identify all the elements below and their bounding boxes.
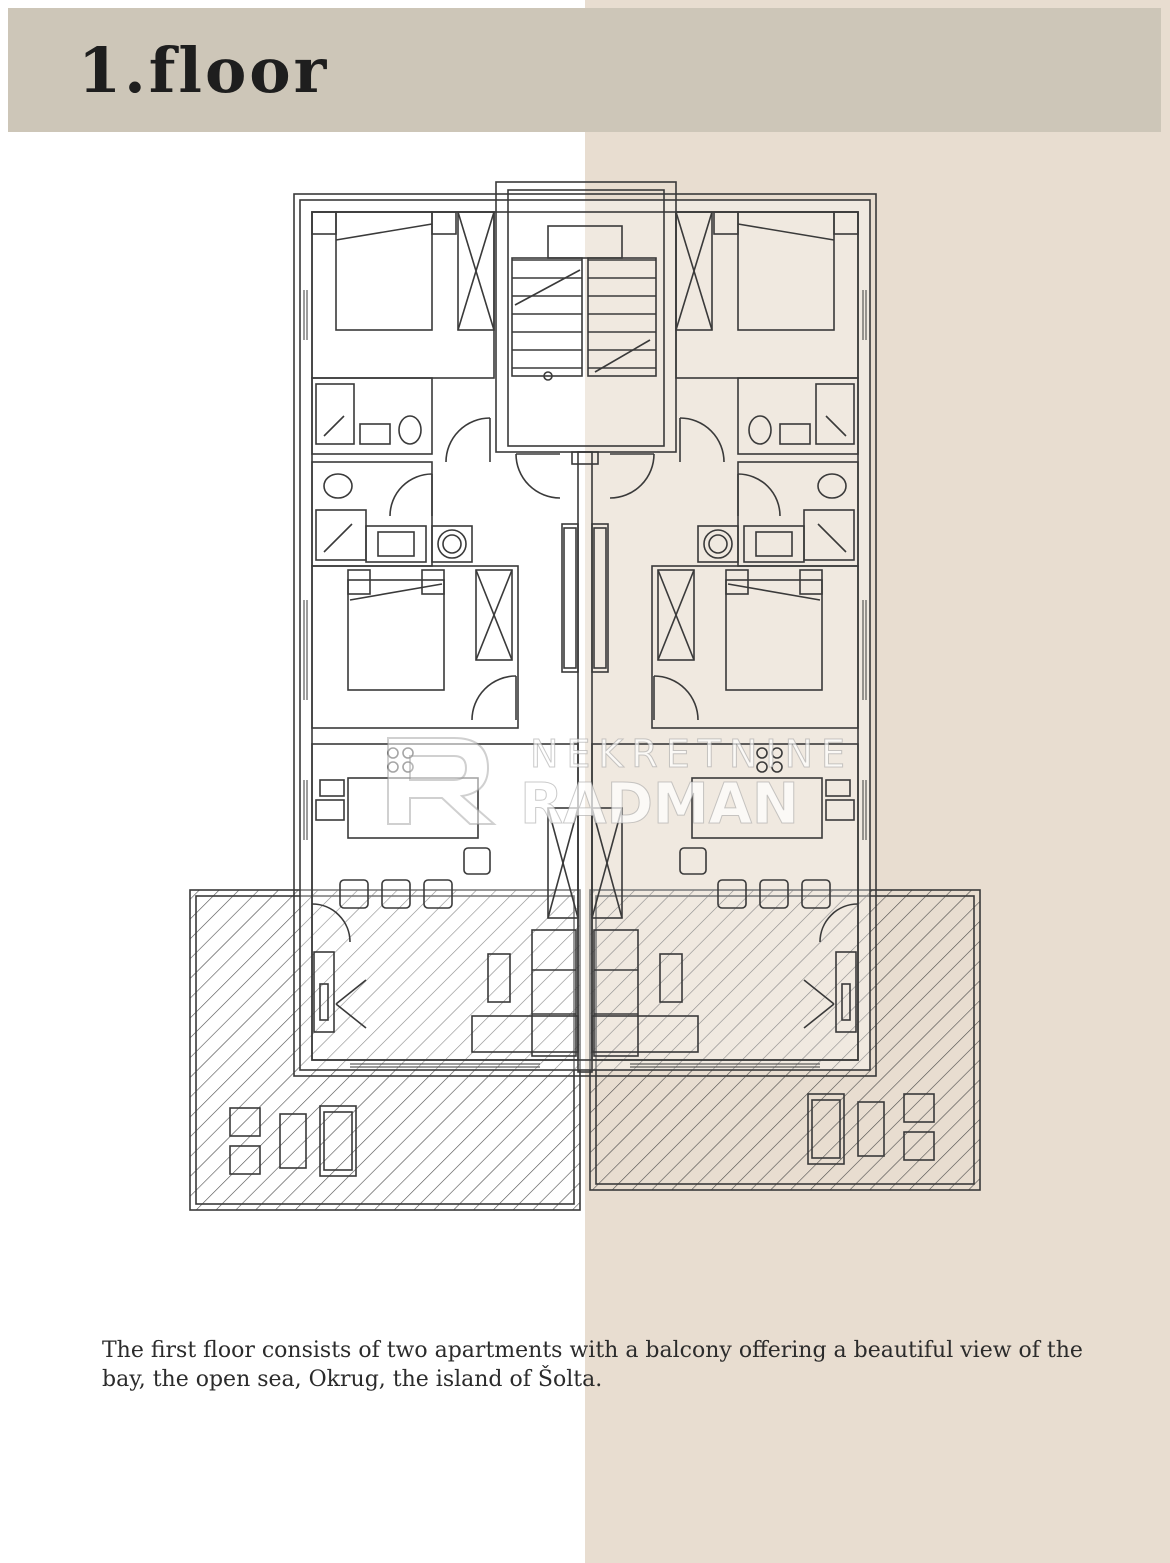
floor-description: The first floor consists of two apartments with a balcony offering a beautiful view of the bay, the open sea, Okrug, the island of Šolta.: [102, 1338, 1083, 1392]
watermark-logo-icon: [384, 734, 516, 828]
watermark-letters: NEKRETNINE: [530, 732, 854, 776]
watermark-brand: RADMAN: [520, 772, 799, 837]
page-title: 1.floor: [78, 34, 330, 107]
exterior-walls: [294, 194, 876, 1076]
